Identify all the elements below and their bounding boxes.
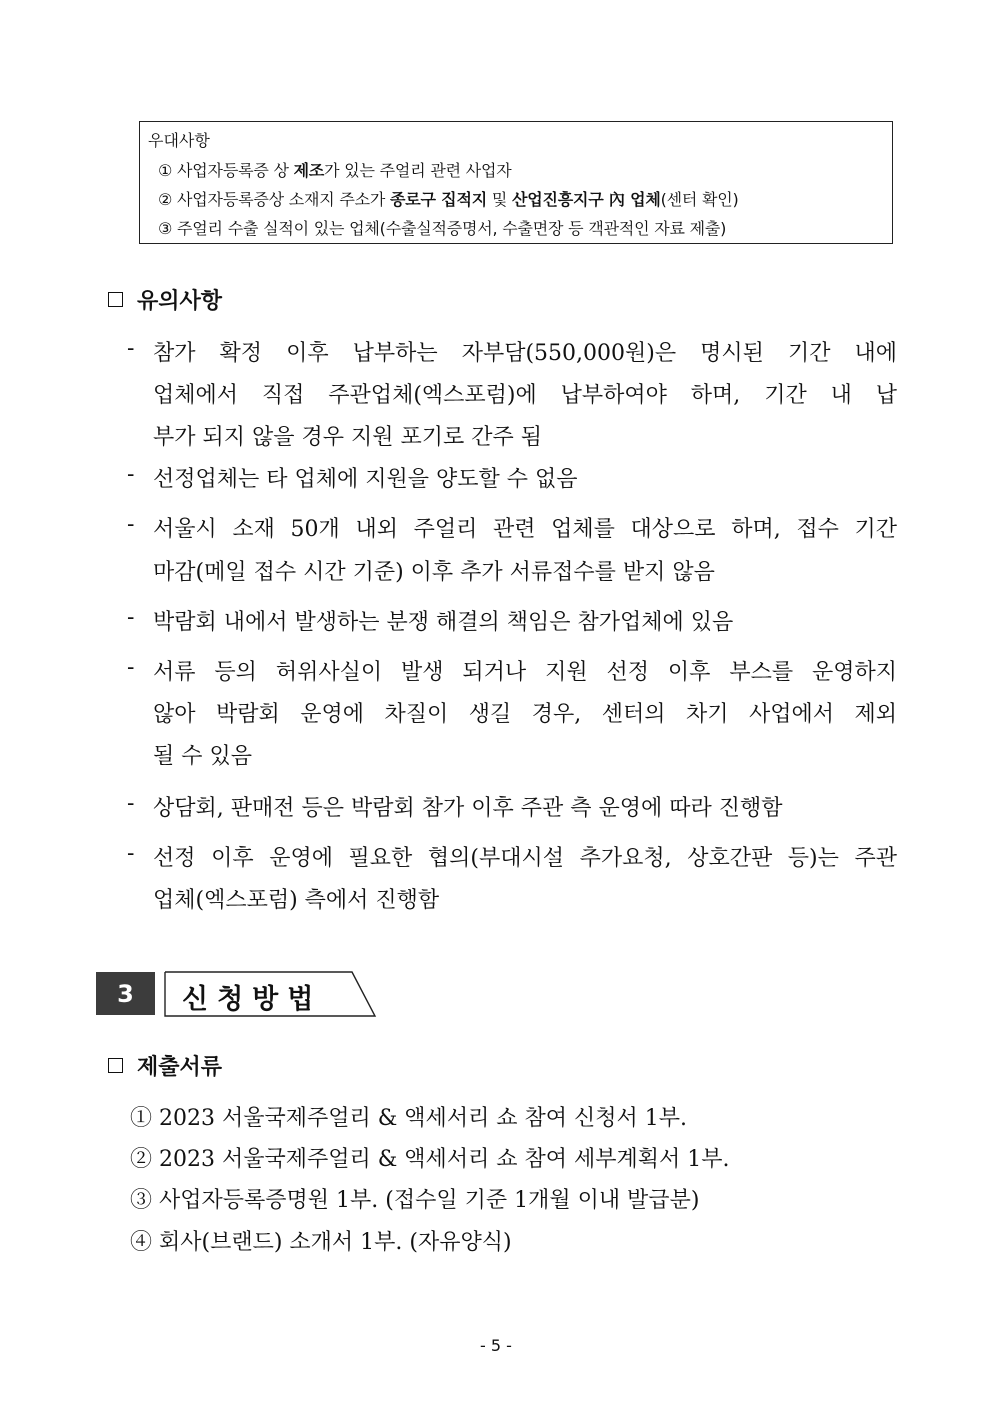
checkbox-square-icon xyxy=(108,292,123,307)
note-line: 업체(엑스포럼) 측에서 진행함 xyxy=(153,888,440,913)
document-item: ① 2023 서울국제주얼리 & 액세서리 쇼 참여 신청서 1부. xyxy=(130,1106,688,1131)
preference-item-3: ③ 주얼리 수출 실적이 있는 업체(수출실적증명서, 수출면장 등 객관적인 자료 제출) xyxy=(158,219,727,238)
checkbox-square-icon xyxy=(108,1058,123,1073)
document-item: ② 2023 서울국제주얼리 & 액세서리 쇼 참여 세부계획서 1부. xyxy=(130,1147,730,1172)
documents-heading: 제출서류 xyxy=(108,1050,222,1081)
preference-item-1: ① 사업자등록증 상 제조가 있는 주얼리 관련 사업자 xyxy=(158,161,512,180)
section-number-badge: 3 xyxy=(96,972,155,1015)
preference-item-2: ② 사업자등록증상 소재지 주소가 종로구 집적지 및 산업진흥지구 內 업체(센터 확인) xyxy=(158,190,739,209)
notes-heading: 유의사항 xyxy=(108,284,222,315)
note-line: 마감(메일 접수 시간 기준) 이후 추가 서류접수를 받지 않음 xyxy=(153,560,715,585)
note-line: 않아 박람회 운영에 차질이 생길 경우, 센터의 차기 사업에서 제외 xyxy=(153,702,897,727)
preference-title: 우대사항 xyxy=(148,131,210,150)
document-item: ④ 회사(브랜드) 소개서 1부. (자유양식) xyxy=(130,1230,512,1255)
note-line: 업체에서 직접 주관업체(엑스포럼)에 납부하여야 하며, 기간 내 납 xyxy=(153,383,897,408)
note-line: 될 수 있음 xyxy=(153,744,252,769)
section-title: 신청방법 xyxy=(182,984,323,1015)
preference-box xyxy=(139,121,893,244)
note-line: 부가 되지 않을 경우 지원 포기로 간주 됨 xyxy=(153,425,542,450)
document-item: ③ 사업자등록증명원 1부. (접수일 기준 1개월 이내 발급분) xyxy=(130,1188,700,1213)
page-number: - 5 - xyxy=(480,1336,512,1355)
section-title-tab xyxy=(164,971,378,1017)
